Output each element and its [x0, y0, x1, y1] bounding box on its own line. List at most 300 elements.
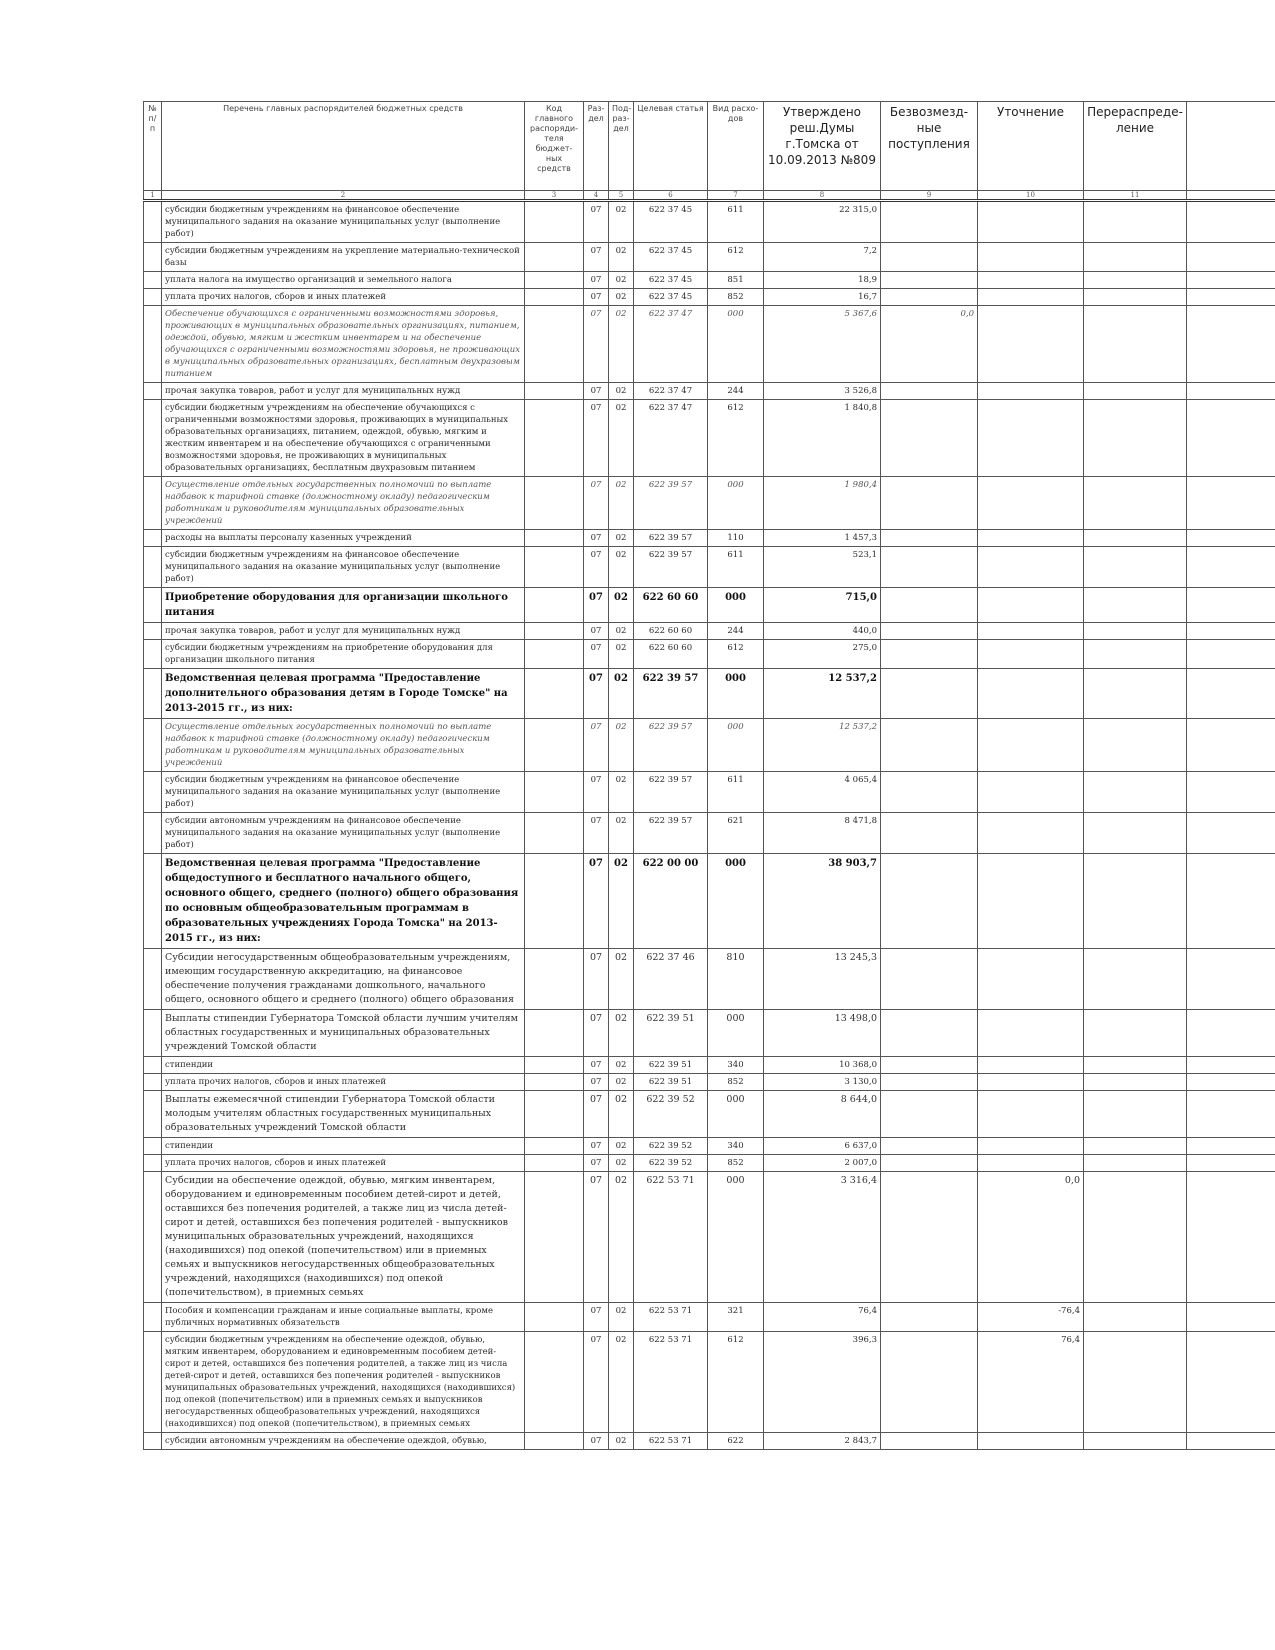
colnum: 4 — [584, 191, 609, 201]
row-gratuitous: 0,0 — [881, 306, 978, 383]
row-target: 622 39 57 — [634, 477, 708, 530]
row-name: расходы на выплаты персоналу казенных учреждений — [162, 530, 525, 547]
row-approved: 3 130,0 — [764, 1074, 881, 1091]
row-target: 622 39 57 — [634, 669, 708, 719]
row-number — [144, 1091, 162, 1138]
row-name: Выплаты стипендии Губернатора Томской области лучшим учителям областных государственных и муниципальных образовательных учреждений Томской области — [162, 1010, 525, 1057]
row-exptype: 244 — [708, 383, 764, 400]
row-name: стипендии — [162, 1057, 525, 1074]
row-target: 622 39 57 — [634, 813, 708, 854]
row-refine — [978, 243, 1084, 272]
row-section: 07 — [584, 623, 609, 640]
row-approved: 13 245,3 — [764, 949, 881, 1010]
row-gratuitous — [881, 772, 978, 813]
row-number — [144, 289, 162, 306]
row-subsection: 02 — [609, 400, 634, 477]
row-redistrib — [1084, 1091, 1187, 1138]
row-extra — [1187, 201, 1275, 243]
row-target: 622 53 71 — [634, 1433, 708, 1450]
row-exptype: 611 — [708, 772, 764, 813]
header-subsection: Под-раз-дел — [609, 102, 634, 191]
row-code — [525, 1010, 584, 1057]
row-refine — [978, 201, 1084, 243]
row-subsection: 02 — [609, 243, 634, 272]
table-row — [144, 547, 1275, 588]
row-refine — [978, 854, 1084, 949]
row-extra — [1187, 1433, 1275, 1450]
row-subsection: 02 — [609, 1332, 634, 1433]
row-name: Субсидии негосударственным общеобразовательным учреждениям, имеющим государственную аккредитацию, на финансовое обеспечение получения гражданами дошкольного, начального общего, основного общего и среднего (полного) общего образования — [162, 949, 525, 1010]
row-subsection: 02 — [609, 289, 634, 306]
row-approved: 396,3 — [764, 1332, 881, 1433]
header-refine: Уточнение — [978, 102, 1084, 191]
row-number — [144, 1172, 162, 1303]
row-code — [525, 1332, 584, 1433]
header-exptype: Вид расхо-дов — [708, 102, 764, 191]
row-section: 07 — [584, 243, 609, 272]
row-section: 07 — [584, 1155, 609, 1172]
row-name: Осуществление отдельных государственных полномочий по выплате надбавок к тарифной ставке (должностному окладу) педагогическим работникам и руководителям муниципальных образовательных учреждений — [162, 719, 525, 772]
row-redistrib — [1084, 813, 1187, 854]
row-target: 622 37 46 — [634, 949, 708, 1010]
row-redistrib — [1084, 854, 1187, 949]
row-refine — [978, 272, 1084, 289]
row-gratuitous — [881, 1074, 978, 1091]
row-refine — [978, 1074, 1084, 1091]
row-name: Пособия и компенсации гражданам и иные социальные выплаты, кроме публичных нормативных обязательств — [162, 1303, 525, 1332]
row-name: Ведомственная целевая программа "Предоставление общедоступного и бесплатного начального общего, основного общего, среднего (полного) общего образования по основным общеобразовательным программам в образовательных учреждениях Города Томска" на 2013-2015 гг., из них: — [162, 854, 525, 949]
row-code — [525, 477, 584, 530]
table-row — [144, 772, 1275, 813]
row-approved: 22 315,0 — [764, 201, 881, 243]
row-subsection: 02 — [609, 547, 634, 588]
colnum: 6 — [634, 191, 708, 201]
row-exptype: 000 — [708, 1091, 764, 1138]
colnum: 7 — [708, 191, 764, 201]
row-extra — [1187, 623, 1275, 640]
row-target: 622 53 71 — [634, 1172, 708, 1303]
table-row — [144, 272, 1275, 289]
row-subsection: 02 — [609, 306, 634, 383]
row-approved: 2 843,7 — [764, 1433, 881, 1450]
row-gratuitous — [881, 289, 978, 306]
row-number — [144, 243, 162, 272]
row-name: субсидии бюджетным учреждениям на приобретение оборудования для организации школьного питания — [162, 640, 525, 669]
header-extra — [1187, 102, 1275, 191]
row-extra — [1187, 477, 1275, 530]
row-subsection: 02 — [609, 669, 634, 719]
budget-table — [143, 101, 1275, 1450]
row-name: субсидии бюджетным учреждениям на финансовое обеспечение муниципального задания на оказание муниципальных услуг (выполнение работ) — [162, 547, 525, 588]
row-redistrib — [1084, 1433, 1187, 1450]
row-extra — [1187, 243, 1275, 272]
row-name: Приобретение оборудования для организации школьного питания — [162, 588, 525, 623]
table-row — [144, 477, 1275, 530]
row-redistrib — [1084, 243, 1187, 272]
row-subsection: 02 — [609, 772, 634, 813]
row-refine — [978, 669, 1084, 719]
row-code — [525, 640, 584, 669]
row-number — [144, 306, 162, 383]
row-extra — [1187, 813, 1275, 854]
row-approved: 6 637,0 — [764, 1138, 881, 1155]
row-refine — [978, 400, 1084, 477]
row-target: 622 37 45 — [634, 243, 708, 272]
row-target: 622 37 45 — [634, 201, 708, 243]
row-refine — [978, 1057, 1084, 1074]
row-gratuitous — [881, 243, 978, 272]
row-name: Обеспечение обучающихся с ограниченными возможностями здоровья, проживающих в муниципальных образовательных организациях, питанием, одеждой, обувью, мягким и жестким инвентарем и на обеспечение обучающихся с ограниченными возможностями здоровья, не проживающих в муниципальных образовательных организациях, бесплатным двухразовым питанием — [162, 306, 525, 383]
row-approved: 715,0 — [764, 588, 881, 623]
row-extra — [1187, 854, 1275, 949]
row-name: Выплаты ежемесячной стипендии Губернатора Томской области молодым учителям областных государственных муниципальных образовательных учреждений Томской области — [162, 1091, 525, 1138]
row-gratuitous — [881, 1433, 978, 1450]
row-section: 07 — [584, 1303, 609, 1332]
row-refine — [978, 949, 1084, 1010]
row-subsection: 02 — [609, 272, 634, 289]
row-target: 622 39 57 — [634, 530, 708, 547]
table-row — [144, 383, 1275, 400]
row-approved: 13 498,0 — [764, 1010, 881, 1057]
row-refine — [978, 306, 1084, 383]
colnum: 10 — [978, 191, 1084, 201]
row-subsection: 02 — [609, 813, 634, 854]
row-section: 07 — [584, 477, 609, 530]
row-exptype: 852 — [708, 1155, 764, 1172]
row-subsection: 02 — [609, 530, 634, 547]
row-code — [525, 1155, 584, 1172]
table-row — [144, 949, 1275, 1010]
table-row — [144, 1433, 1275, 1450]
table-row — [144, 1303, 1275, 1332]
row-extra — [1187, 949, 1275, 1010]
row-exptype: 852 — [708, 1074, 764, 1091]
row-number — [144, 272, 162, 289]
row-code — [525, 383, 584, 400]
row-code — [525, 1433, 584, 1450]
row-name: уплата прочих налогов, сборов и иных платежей — [162, 1155, 525, 1172]
row-exptype: 000 — [708, 1010, 764, 1057]
row-code — [525, 530, 584, 547]
row-target: 622 37 45 — [634, 289, 708, 306]
row-extra — [1187, 530, 1275, 547]
colnum: 3 — [525, 191, 584, 201]
row-name: стипендии — [162, 1138, 525, 1155]
row-gratuitous — [881, 1172, 978, 1303]
table-row — [144, 1138, 1275, 1155]
row-exptype: 612 — [708, 1332, 764, 1433]
row-gratuitous — [881, 588, 978, 623]
row-target: 622 37 45 — [634, 272, 708, 289]
row-approved: 440,0 — [764, 623, 881, 640]
row-gratuitous — [881, 1138, 978, 1155]
row-code — [525, 1057, 584, 1074]
row-gratuitous — [881, 1332, 978, 1433]
row-code — [525, 400, 584, 477]
row-subsection: 02 — [609, 1303, 634, 1332]
row-target: 622 53 71 — [634, 1332, 708, 1433]
row-subsection: 02 — [609, 588, 634, 623]
row-approved: 8 471,8 — [764, 813, 881, 854]
row-approved: 76,4 — [764, 1303, 881, 1332]
row-number — [144, 949, 162, 1010]
row-gratuitous — [881, 477, 978, 530]
row-approved: 18,9 — [764, 272, 881, 289]
row-approved: 275,0 — [764, 640, 881, 669]
table-body — [144, 201, 1275, 1450]
row-code — [525, 623, 584, 640]
row-exptype: 611 — [708, 201, 764, 243]
row-section: 07 — [584, 772, 609, 813]
header-redistrib: Перераспреде-ление — [1084, 102, 1187, 191]
row-extra — [1187, 1057, 1275, 1074]
row-extra — [1187, 772, 1275, 813]
row-approved: 8 644,0 — [764, 1091, 881, 1138]
row-name: субсидии бюджетным учреждениям на обеспечение одеждой, обувью, мягким инвентарем, оборудованием и единовременным пособием детей-сирот и детей, оставшихся без попечения родителей, а также лиц из числа детей-сирот и детей, оставшихся без попечения родителей - выпускников муниципальных образовательных учреждений, находящихся (находившихся) под опекой (попечительством) или в приемных семьях и выпускников негосударственных общеобразовательных учреждений, находящихся (находившихся) под опекой (попечительством), в приемных семьях — [162, 1332, 525, 1433]
row-target: 622 60 60 — [634, 588, 708, 623]
row-gratuitous — [881, 949, 978, 1010]
row-gratuitous — [881, 400, 978, 477]
row-refine — [978, 289, 1084, 306]
row-exptype: 851 — [708, 272, 764, 289]
row-code — [525, 1074, 584, 1091]
row-subsection: 02 — [609, 1433, 634, 1450]
table-row — [144, 1332, 1275, 1433]
row-exptype: 852 — [708, 289, 764, 306]
table-row — [144, 306, 1275, 383]
row-redistrib — [1084, 530, 1187, 547]
row-extra — [1187, 1332, 1275, 1433]
row-target: 622 37 47 — [634, 400, 708, 477]
row-subsection: 02 — [609, 383, 634, 400]
row-number — [144, 813, 162, 854]
row-extra — [1187, 1010, 1275, 1057]
row-extra — [1187, 669, 1275, 719]
row-redistrib — [1084, 383, 1187, 400]
row-gratuitous — [881, 813, 978, 854]
row-target: 622 39 52 — [634, 1091, 708, 1138]
row-target: 622 39 57 — [634, 547, 708, 588]
row-section: 07 — [584, 813, 609, 854]
row-approved: 16,7 — [764, 289, 881, 306]
row-redistrib — [1084, 1074, 1187, 1091]
row-name: Ведомственная целевая программа "Предоставление дополнительного образования детям в Городе Томске" на 2013-2015 гг., из них: — [162, 669, 525, 719]
row-section: 07 — [584, 1172, 609, 1303]
table-row — [144, 1057, 1275, 1074]
row-number — [144, 719, 162, 772]
header-name: Перечень главных распорядителей бюджетных средств — [162, 102, 525, 191]
row-section: 07 — [584, 1091, 609, 1138]
row-exptype: 612 — [708, 640, 764, 669]
column-numbers-row — [144, 191, 1275, 201]
row-exptype: 612 — [708, 400, 764, 477]
row-number — [144, 201, 162, 243]
row-section: 07 — [584, 1138, 609, 1155]
table-row — [144, 1010, 1275, 1057]
row-code — [525, 669, 584, 719]
row-subsection: 02 — [609, 1091, 634, 1138]
row-redistrib — [1084, 272, 1187, 289]
row-exptype: 000 — [708, 854, 764, 949]
row-exptype: 000 — [708, 719, 764, 772]
colnum: 1 — [144, 191, 162, 201]
row-target: 622 60 60 — [634, 640, 708, 669]
row-gratuitous — [881, 1010, 978, 1057]
colnum: 8 — [764, 191, 881, 201]
row-extra — [1187, 1155, 1275, 1172]
row-exptype: 000 — [708, 588, 764, 623]
row-refine — [978, 477, 1084, 530]
table-row — [144, 1155, 1275, 1172]
row-section: 07 — [584, 588, 609, 623]
row-approved: 12 537,2 — [764, 669, 881, 719]
row-exptype: 000 — [708, 477, 764, 530]
row-section: 07 — [584, 1074, 609, 1091]
row-section: 07 — [584, 547, 609, 588]
row-exptype: 810 — [708, 949, 764, 1010]
row-target: 622 39 57 — [634, 772, 708, 813]
row-redistrib — [1084, 1155, 1187, 1172]
row-gratuitous — [881, 530, 978, 547]
row-approved: 4 065,4 — [764, 772, 881, 813]
row-target: 622 39 52 — [634, 1155, 708, 1172]
row-extra — [1187, 383, 1275, 400]
row-approved: 7,2 — [764, 243, 881, 272]
row-target: 622 37 47 — [634, 306, 708, 383]
row-redistrib — [1084, 547, 1187, 588]
row-extra — [1187, 1172, 1275, 1303]
row-subsection: 02 — [609, 1155, 634, 1172]
header-section: Раз-дел — [584, 102, 609, 191]
row-code — [525, 813, 584, 854]
row-section: 07 — [584, 640, 609, 669]
row-refine — [978, 530, 1084, 547]
row-subsection: 02 — [609, 640, 634, 669]
row-extra — [1187, 1138, 1275, 1155]
row-exptype: 340 — [708, 1057, 764, 1074]
row-gratuitous — [881, 854, 978, 949]
row-approved: 1 457,3 — [764, 530, 881, 547]
row-number — [144, 623, 162, 640]
row-target: 622 39 57 — [634, 719, 708, 772]
row-code — [525, 949, 584, 1010]
table-row — [144, 669, 1275, 719]
row-exptype: 244 — [708, 623, 764, 640]
row-number — [144, 1074, 162, 1091]
row-number — [144, 1303, 162, 1332]
row-subsection: 02 — [609, 1138, 634, 1155]
table-row — [144, 530, 1275, 547]
row-refine: 76,4 — [978, 1332, 1084, 1433]
row-refine — [978, 1138, 1084, 1155]
row-exptype: 612 — [708, 243, 764, 272]
row-name: субсидии автономным учреждениям на обеспечение одеждой, обувью, — [162, 1433, 525, 1450]
row-target: 622 53 71 — [634, 1303, 708, 1332]
row-section: 07 — [584, 1057, 609, 1074]
row-redistrib — [1084, 477, 1187, 530]
colnum: 9 — [881, 191, 978, 201]
row-name: субсидии автономным учреждениям на финансовое обеспечение муниципального задания на оказание муниципальных услуг (выполнение работ) — [162, 813, 525, 854]
row-gratuitous — [881, 383, 978, 400]
row-section: 07 — [584, 949, 609, 1010]
row-redistrib — [1084, 289, 1187, 306]
table-row — [144, 400, 1275, 477]
row-exptype: 000 — [708, 306, 764, 383]
table-row — [144, 201, 1275, 243]
row-number — [144, 1155, 162, 1172]
row-name: субсидии бюджетным учреждениям на укрепление материально-технической базы — [162, 243, 525, 272]
row-subsection: 02 — [609, 949, 634, 1010]
row-approved: 38 903,7 — [764, 854, 881, 949]
row-gratuitous — [881, 669, 978, 719]
row-name: Субсидии на обеспечение одеждой, обувью, мягким инвентарем, оборудованием и единовременным пособием детей-сирот и детей, оставшихся без попечения родителей, а также лиц из числа детей-сирот и детей, оставшихся без попечения родителей - выпускников муниципальных образовательных учреждений, находящихся (находившихся) под опекой (попечительством) или в приемных семьях и выпускников негосударственных общеобразовательных учреждений, находящихся (находившихся) под опекой (попечительством), в приемных семьях — [162, 1172, 525, 1303]
row-approved: 3 526,8 — [764, 383, 881, 400]
colnum: 2 — [162, 191, 525, 201]
row-section: 07 — [584, 1433, 609, 1450]
row-gratuitous — [881, 272, 978, 289]
row-refine — [978, 588, 1084, 623]
row-number — [144, 1433, 162, 1450]
row-code — [525, 1303, 584, 1332]
row-approved: 1 980,4 — [764, 477, 881, 530]
row-refine — [978, 1010, 1084, 1057]
row-redistrib — [1084, 1010, 1187, 1057]
row-target: 622 37 47 — [634, 383, 708, 400]
row-target: 622 39 51 — [634, 1057, 708, 1074]
row-section: 07 — [584, 306, 609, 383]
row-section: 07 — [584, 1332, 609, 1433]
row-name: уплата налога на имущество организаций и земельного налога — [162, 272, 525, 289]
row-extra — [1187, 719, 1275, 772]
row-subsection: 02 — [609, 623, 634, 640]
row-section: 07 — [584, 669, 609, 719]
row-target: 622 00 00 — [634, 854, 708, 949]
row-redistrib — [1084, 1057, 1187, 1074]
row-redistrib — [1084, 669, 1187, 719]
table-row — [144, 1091, 1275, 1138]
row-redistrib — [1084, 306, 1187, 383]
row-section: 07 — [584, 719, 609, 772]
table-row — [144, 813, 1275, 854]
row-subsection: 02 — [609, 854, 634, 949]
row-code — [525, 719, 584, 772]
header-target: Целевая статья — [634, 102, 708, 191]
row-subsection: 02 — [609, 1057, 634, 1074]
row-name: субсидии бюджетным учреждениям на обеспечение обучающихся с ограниченными возможностями здоровья, проживающих в муниципальных образовательных организациях, питанием, одеждой, обувью, мягким и жестким инвентарем и на обеспечение обучающихся с ограниченными возможностями здоровья, не проживающих в муниципальных образовательных организациях, бесплатным двухразовым питанием — [162, 400, 525, 477]
row-gratuitous — [881, 1303, 978, 1332]
row-name: прочая закупка товаров, работ и услуг для муниципальных нужд — [162, 383, 525, 400]
row-name: субсидии бюджетным учреждениям на финансовое обеспечение муниципального задания на оказание муниципальных услуг (выполнение работ) — [162, 772, 525, 813]
row-section: 07 — [584, 400, 609, 477]
row-gratuitous — [881, 640, 978, 669]
row-subsection: 02 — [609, 1010, 634, 1057]
row-target: 622 60 60 — [634, 623, 708, 640]
row-number — [144, 530, 162, 547]
row-refine — [978, 772, 1084, 813]
row-exptype: 000 — [708, 1172, 764, 1303]
row-number — [144, 669, 162, 719]
row-name: субсидии бюджетным учреждениям на финансовое обеспечение муниципального задания на оказание муниципальных услуг (выполнение работ) — [162, 201, 525, 243]
row-exptype: 340 — [708, 1138, 764, 1155]
row-redistrib — [1084, 1172, 1187, 1303]
row-redistrib — [1084, 400, 1187, 477]
table-row — [144, 243, 1275, 272]
row-number — [144, 400, 162, 477]
row-code — [525, 854, 584, 949]
row-approved: 3 316,4 — [764, 1172, 881, 1303]
row-number — [144, 1057, 162, 1074]
row-section: 07 — [584, 383, 609, 400]
